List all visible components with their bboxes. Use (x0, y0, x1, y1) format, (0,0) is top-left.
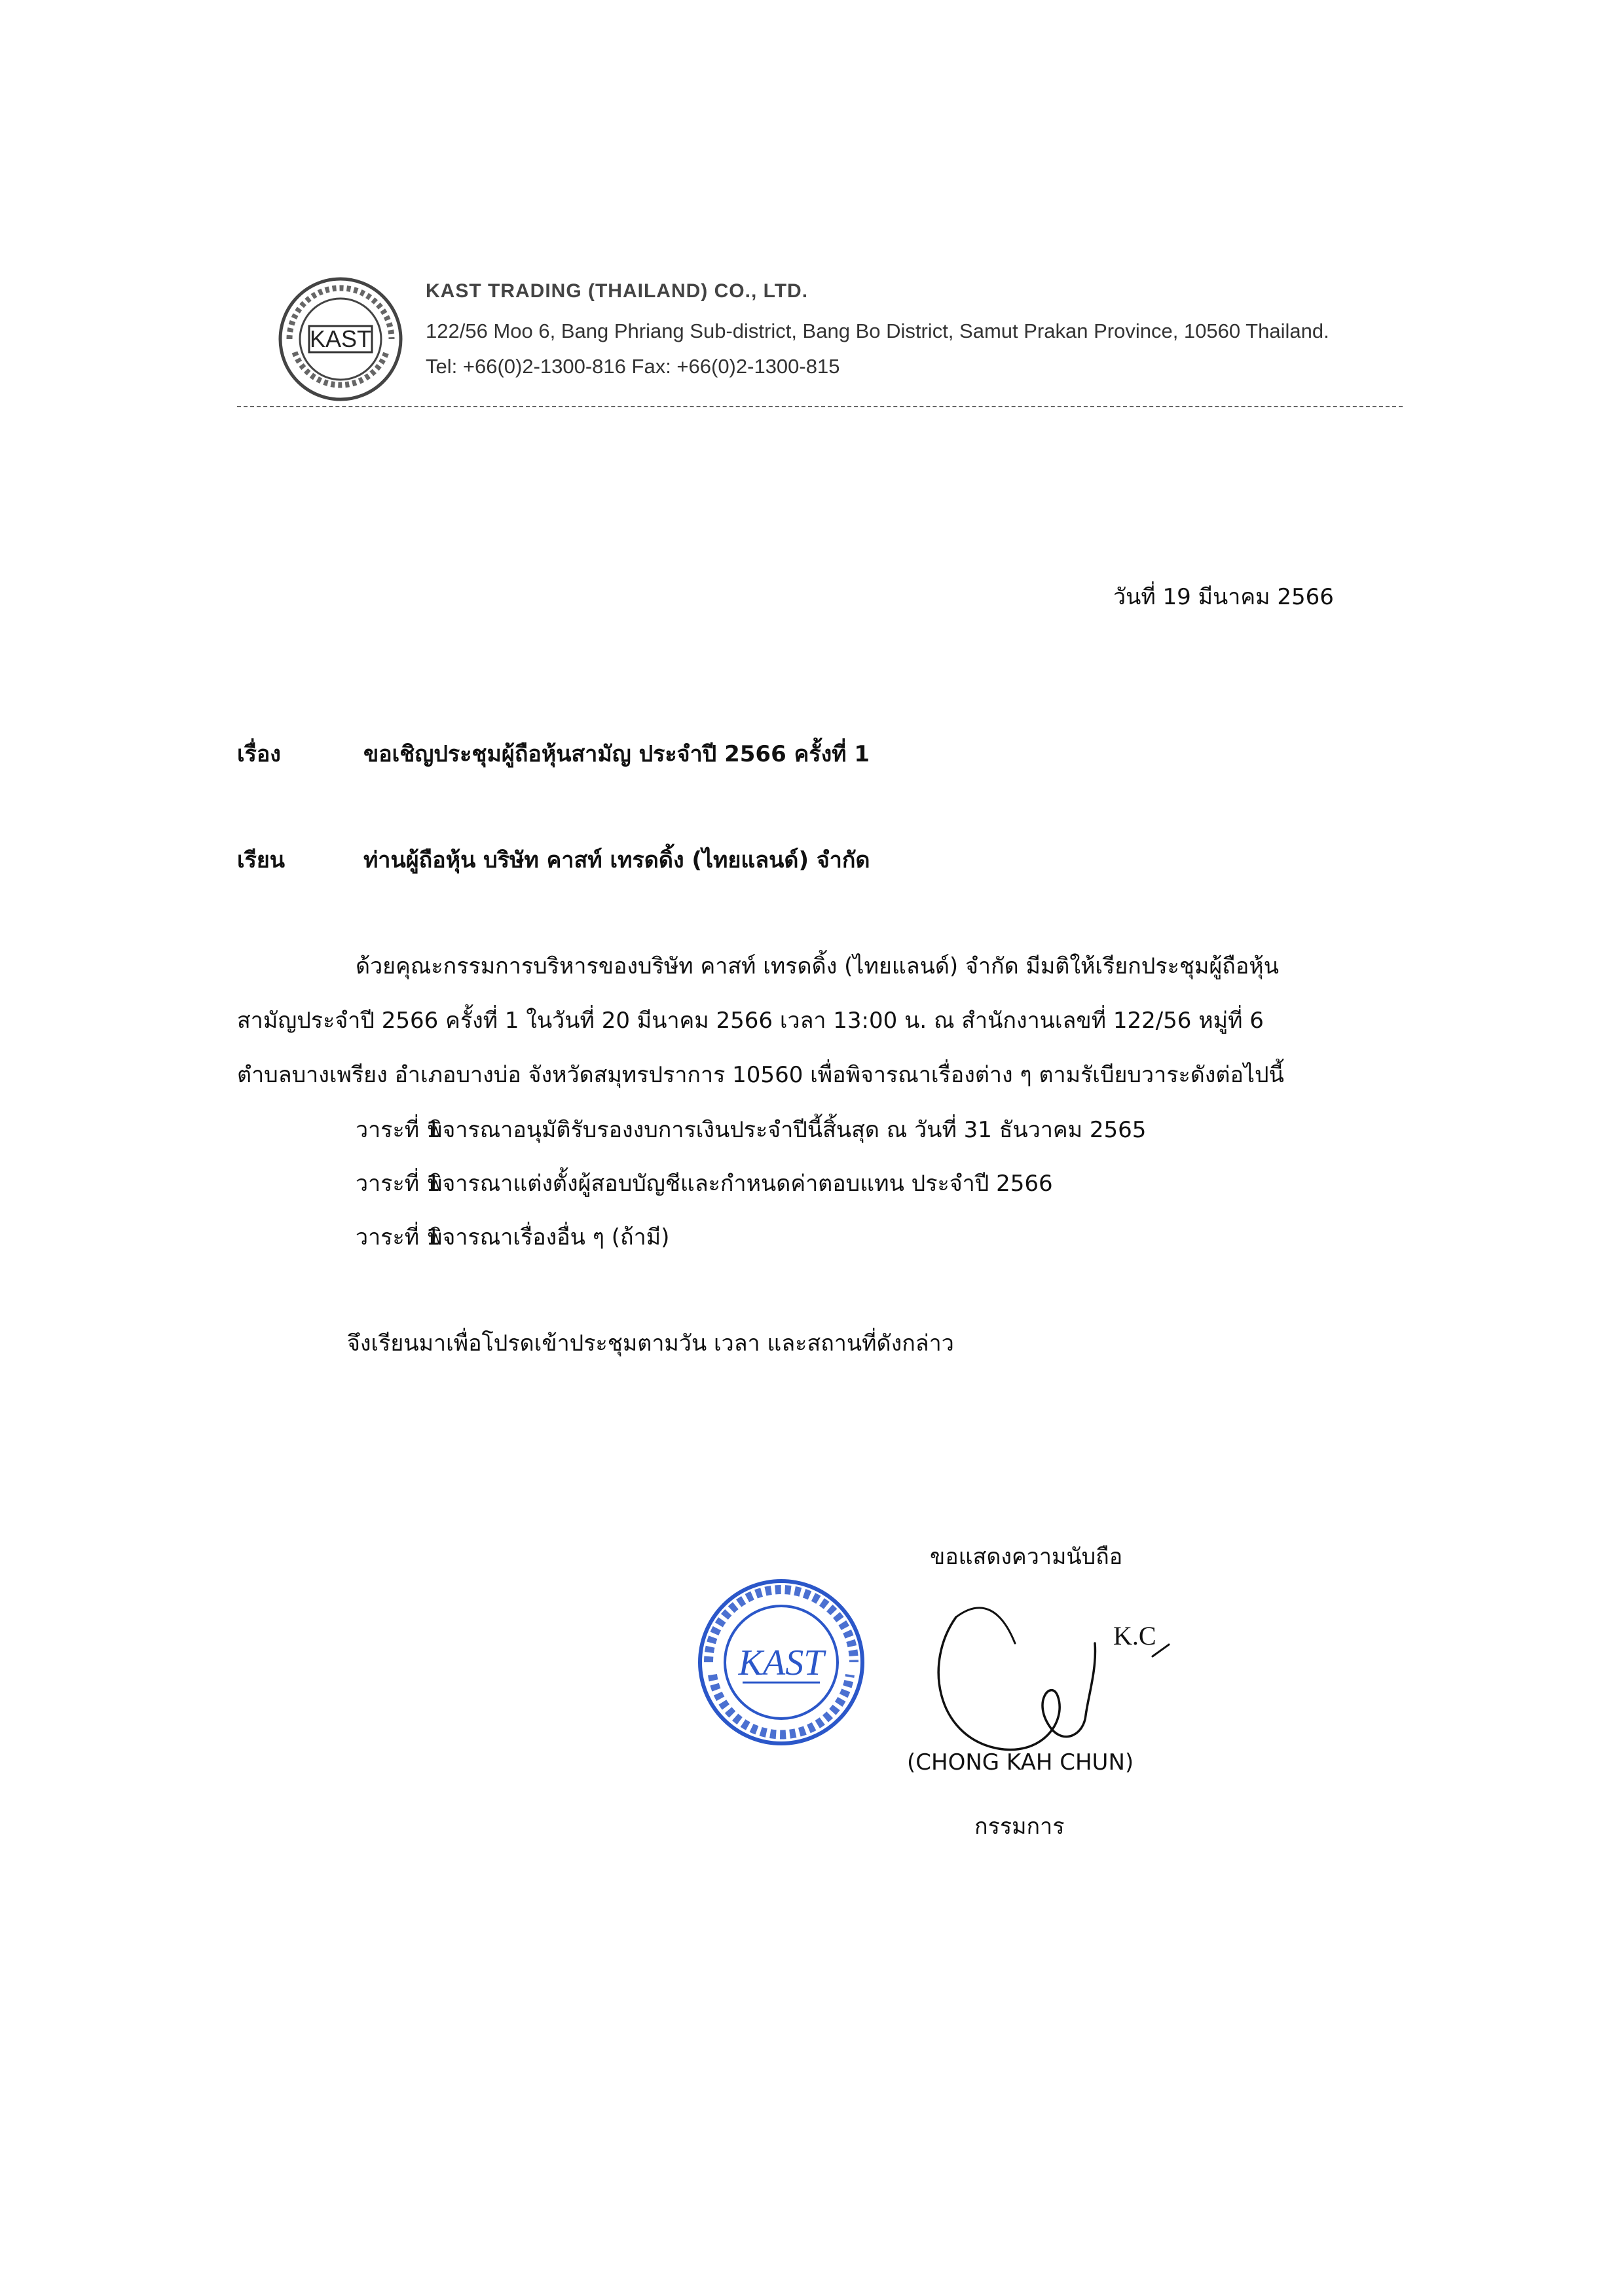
handwritten-signature-icon (917, 1571, 1218, 1768)
agenda-text: พิจารณาเรื่องอื่น ๆ (ถ้ามี) (428, 1224, 670, 1250)
to-text: ท่านผู้ถือหุ้น บริษัท คาสท์ เทรดดิ้ง (ไทยแลนด์) จำกัด (363, 847, 870, 873)
stamp-text: KAST (738, 1643, 824, 1683)
agenda-label: วาระที่ 1 (356, 1224, 441, 1250)
subject-text: ขอเชิญประชุมผู้ถือหุ้นสามัญ ประจำปี 2566 ครั้งที่ 1 (363, 741, 870, 767)
logo-text: KAST (309, 325, 372, 352)
agenda-label: วาระที่ 1 (356, 1171, 441, 1197)
header-divider (237, 406, 1403, 407)
body-line-2: สามัญประจำปี 2566 ครั้งที่ 1 ในวันที่ 20 มีนาคม 2566 เวลา 13:00 น. ณ สำนักงานเลขที่ 122/56 หมู่ที่ 6 (237, 1008, 1264, 1034)
agenda-item (356, 1165, 1053, 1201)
body-line-3: ตำบลบางเพรียง อำเภอบางบ่อ จังหวัดสมุทรปราการ 10560 เพื่อพิจารณาเรื่องต่าง ๆ ตามรัเบียบวาระดังต่อไปนี้ (237, 1062, 1284, 1088)
company-contact: Tel: +66(0)2-1300-816 Fax: +66(0)2-1300-815 (426, 355, 840, 378)
sign-off: ขอแสดงความนับถือ (930, 1544, 1123, 1570)
body-line-1: ด้วยคุณะกรรมการบริหารของบริษัท คาสท์ เทรดดิ้ง (ไทยแลนด์) จำกัด มีมติให้เรียกประชุมผู้ถือหุ้น (356, 953, 1279, 979)
company-logo-icon (275, 274, 406, 405)
agenda-text: พิจารณาอนุมัติรับรองงบการเงินประจำปีนี้สิ้นสุด ณ วันที่ 31 ธันวาคม 2565 (428, 1117, 1147, 1143)
company-name: KAST TRADING (THAILAND) CO., LTD. (426, 280, 809, 302)
agenda-label: วาระที่ 1 (356, 1117, 441, 1143)
company-seal-icon (695, 1576, 867, 1748)
agenda-item (356, 1112, 1146, 1147)
agenda-item (356, 1219, 669, 1254)
letter-date: วันที่ 19 มีนาคม 2566 (1113, 584, 1334, 610)
closing-paragraph: จึงเรียนมาเพื่อโปรดเข้าประชุมตามวัน เวลา และสถานที่ดังกล่าว (347, 1330, 954, 1357)
agenda-text: พิจารณาแต่งตั้งผู้สอบบัญชีและกำหนดค่าตอบแทน ประจำปี 2566 (428, 1171, 1053, 1197)
signer-title: กรรมการ (974, 1813, 1065, 1840)
signer-name: (CHONG KAH CHUN) (907, 1749, 1134, 1776)
signature-initials: K.C (1113, 1621, 1156, 1650)
to-label: เรียน (237, 847, 286, 873)
subject-label: เรื่อง (237, 741, 281, 767)
company-address: 122/56 Moo 6, Bang Phriang Sub-district, Bang Bo District, Samut Prakan Province, 10560 Thailand. (426, 319, 1329, 342)
